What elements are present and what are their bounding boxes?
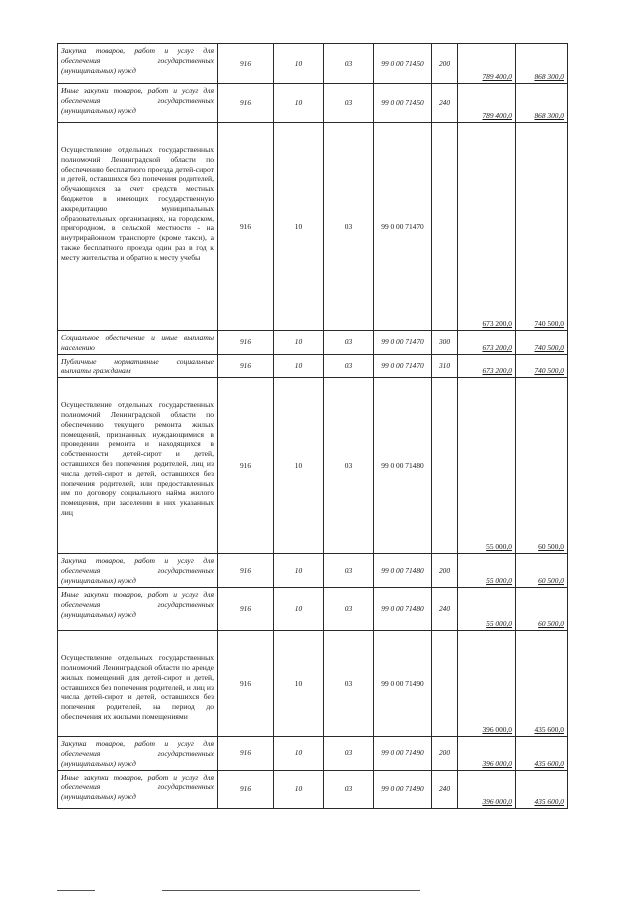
table-row bbox=[58, 588, 568, 631]
section-cell: 10 bbox=[274, 554, 324, 588]
subsection-cell: 03 bbox=[324, 354, 374, 378]
target-article-cell: 99 0 00 71490 bbox=[374, 737, 432, 770]
footer-rule-left bbox=[57, 890, 95, 891]
amount-year2-cell bbox=[516, 554, 568, 588]
target-article-cell: 99 0 00 71470 bbox=[374, 123, 432, 331]
section-cell: 10 bbox=[274, 354, 324, 378]
amount-year1-cell bbox=[458, 737, 516, 770]
expense-type-cell bbox=[432, 378, 458, 554]
amount-year2: 60 500,0 bbox=[538, 542, 564, 552]
amount-year2-cell bbox=[516, 123, 568, 331]
amount-year2-cell bbox=[516, 378, 568, 554]
expense-type-cell bbox=[432, 123, 458, 331]
amount-year1-cell bbox=[458, 84, 516, 123]
section-cell: 10 bbox=[274, 84, 324, 123]
row-description: Иные закупки товаров, работ и услуг для обеспечения государственных (муниципальных) нужд bbox=[58, 770, 218, 808]
amount-year2: 740 500,0 bbox=[534, 366, 564, 376]
amount-year2-cell bbox=[516, 770, 568, 808]
amount-year1: 673 200,0 bbox=[482, 319, 512, 329]
amount-year2: 435 600,0 bbox=[534, 725, 564, 735]
table-row bbox=[58, 554, 568, 588]
budget-table bbox=[57, 43, 568, 809]
amount-year1: 396 000,0 bbox=[482, 796, 512, 806]
amount-year1: 55 000,0 bbox=[486, 619, 512, 629]
amount-year2-cell bbox=[516, 588, 568, 631]
amount-year1-cell bbox=[458, 378, 516, 554]
amount-year2-cell bbox=[516, 737, 568, 770]
amount-year1-cell bbox=[458, 588, 516, 631]
grbs-cell: 916 bbox=[218, 354, 274, 378]
amount-year1: 673 200,0 bbox=[482, 342, 512, 352]
section-cell: 10 bbox=[274, 331, 324, 355]
amount-year1: 789 400,0 bbox=[482, 72, 512, 82]
row-description: Закупка товаров, работ и услуг для обеспечения государственных (муниципальных) нужд bbox=[58, 737, 218, 770]
expense-type-cell: 200 bbox=[432, 44, 458, 84]
grbs-cell: 916 bbox=[218, 737, 274, 770]
subsection-cell: 03 bbox=[324, 737, 374, 770]
row-description: Осуществление отдельных государственных полномочий Ленинградской области по обеспечению текущего ремонта жилых помещений, признанных нуждающимися в проведении ремонта и находящихся в собственности детей-сирот и детей, оставшихся без попечения родителей, лиц из числа детей-сирот и детей, оставшихся без попечения родителей, или предоставленных им по договору социального найма жилого помещения, при заселении в них указанных лиц bbox=[58, 378, 218, 554]
row-description: Закупка товаров, работ и услуг для обеспечения государственных (муниципальных) нужд bbox=[58, 554, 218, 588]
amount-year1: 396 000,0 bbox=[482, 725, 512, 735]
amount-year2-cell bbox=[516, 84, 568, 123]
target-article-cell: 99 0 00 71450 bbox=[374, 84, 432, 123]
expense-type-cell: 240 bbox=[432, 588, 458, 631]
expense-type-cell: 200 bbox=[432, 737, 458, 770]
amount-year1-cell bbox=[458, 554, 516, 588]
table-row bbox=[58, 631, 568, 737]
subsection-cell: 03 bbox=[324, 44, 374, 84]
row-description: Осуществление отдельных государственных полномочий Ленинградской области по аренде жилых помещений для детей-сирот и детей, оставшихся без попечения родителей, и лиц из числа детей-сирот и детей, оставшихся без попечения родителей, на период до обеспечения их жилыми помещениями bbox=[58, 631, 218, 737]
target-article-cell: 99 0 00 71480 bbox=[374, 378, 432, 554]
grbs-cell: 916 bbox=[218, 84, 274, 123]
amount-year2: 868 300,0 bbox=[534, 72, 564, 82]
amount-year2: 868 300,0 bbox=[534, 111, 564, 121]
section-cell: 10 bbox=[274, 378, 324, 554]
amount-year2: 60 500,0 bbox=[538, 576, 564, 586]
amount-year2-cell bbox=[516, 331, 568, 355]
table-row bbox=[58, 770, 568, 808]
table-row bbox=[58, 123, 568, 331]
row-description: Закупка товаров, работ и услуг для обеспечения государственных (муниципальных) нужд bbox=[58, 44, 218, 84]
amount-year1-cell bbox=[458, 44, 516, 84]
subsection-cell: 03 bbox=[324, 378, 374, 554]
grbs-cell: 916 bbox=[218, 631, 274, 737]
grbs-cell: 916 bbox=[218, 331, 274, 355]
amount-year1-cell bbox=[458, 331, 516, 355]
amount-year2: 60 500,0 bbox=[538, 619, 564, 629]
amount-year1: 396 000,0 bbox=[482, 758, 512, 768]
amount-year1: 789 400,0 bbox=[482, 111, 512, 121]
subsection-cell: 03 bbox=[324, 331, 374, 355]
table-row bbox=[58, 44, 568, 84]
amount-year2: 435 600,0 bbox=[534, 796, 564, 806]
section-cell: 10 bbox=[274, 123, 324, 331]
amount-year2: 435 600,0 bbox=[534, 758, 564, 768]
expense-type-cell bbox=[432, 631, 458, 737]
target-article-cell: 99 0 00 71450 bbox=[374, 44, 432, 84]
table-row bbox=[58, 354, 568, 378]
grbs-cell: 916 bbox=[218, 770, 274, 808]
subsection-cell: 03 bbox=[324, 770, 374, 808]
subsection-cell: 03 bbox=[324, 123, 374, 331]
amount-year1-cell bbox=[458, 770, 516, 808]
table-row bbox=[58, 737, 568, 770]
footer-rule-right bbox=[162, 890, 420, 891]
row-description: Социальное обеспечение и иные выплаты населению bbox=[58, 331, 218, 355]
grbs-cell: 916 bbox=[218, 378, 274, 554]
section-cell: 10 bbox=[274, 631, 324, 737]
amount-year1: 673 200,0 bbox=[482, 366, 512, 376]
amount-year2: 740 500,0 bbox=[534, 342, 564, 352]
table-row bbox=[58, 84, 568, 123]
row-description: Публичные нормативные социальные выплаты гражданам bbox=[58, 354, 218, 378]
amount-year2-cell bbox=[516, 44, 568, 84]
amount-year1-cell bbox=[458, 123, 516, 331]
section-cell: 10 bbox=[274, 44, 324, 84]
subsection-cell: 03 bbox=[324, 84, 374, 123]
expense-type-cell: 240 bbox=[432, 84, 458, 123]
amount-year1-cell bbox=[458, 631, 516, 737]
section-cell: 10 bbox=[274, 737, 324, 770]
target-article-cell: 99 0 00 71490 bbox=[374, 770, 432, 808]
amount-year1: 55 000,0 bbox=[486, 576, 512, 586]
grbs-cell: 916 bbox=[218, 588, 274, 631]
subsection-cell: 03 bbox=[324, 588, 374, 631]
row-description: Иные закупки товаров, работ и услуг для обеспечения государственных (муниципальных) нужд bbox=[58, 588, 218, 631]
amount-year2-cell bbox=[516, 354, 568, 378]
row-description: Иные закупки товаров, работ и услуг для обеспечения государственных (муниципальных) нужд bbox=[58, 84, 218, 123]
target-article-cell: 99 0 00 71480 bbox=[374, 588, 432, 631]
subsection-cell: 03 bbox=[324, 554, 374, 588]
expense-type-cell: 200 bbox=[432, 554, 458, 588]
row-description: Осуществление отдельных государственных полномочий Ленинградской области по обеспечению бесплатного проезда детей-сирот и детей, оставшихся без попечения родителей, обучающихся за счет средств местных бюджетов в имеющих государственную аккредитацию муниципальных образовательных организациях, на городском, пригородном, в сельской местности - на внутрирайонном транспорте (кроме такси), а также бесплатного проезда один раз в год к месту жительства и обратно к месту учебы bbox=[58, 123, 218, 331]
target-article-cell: 99 0 00 71480 bbox=[374, 554, 432, 588]
subsection-cell: 03 bbox=[324, 631, 374, 737]
section-cell: 10 bbox=[274, 770, 324, 808]
grbs-cell: 916 bbox=[218, 123, 274, 331]
target-article-cell: 99 0 00 71490 bbox=[374, 631, 432, 737]
grbs-cell: 916 bbox=[218, 44, 274, 84]
amount-year2: 740 500,0 bbox=[534, 319, 564, 329]
target-article-cell: 99 0 00 71470 bbox=[374, 354, 432, 378]
section-cell: 10 bbox=[274, 588, 324, 631]
table-row bbox=[58, 378, 568, 554]
amount-year2-cell bbox=[516, 631, 568, 737]
expense-type-cell: 300 bbox=[432, 331, 458, 355]
expense-type-cell: 310 bbox=[432, 354, 458, 378]
target-article-cell: 99 0 00 71470 bbox=[374, 331, 432, 355]
expense-type-cell: 240 bbox=[432, 770, 458, 808]
amount-year1-cell bbox=[458, 354, 516, 378]
grbs-cell: 916 bbox=[218, 554, 274, 588]
table-row bbox=[58, 331, 568, 355]
amount-year1: 55 000,0 bbox=[486, 542, 512, 552]
